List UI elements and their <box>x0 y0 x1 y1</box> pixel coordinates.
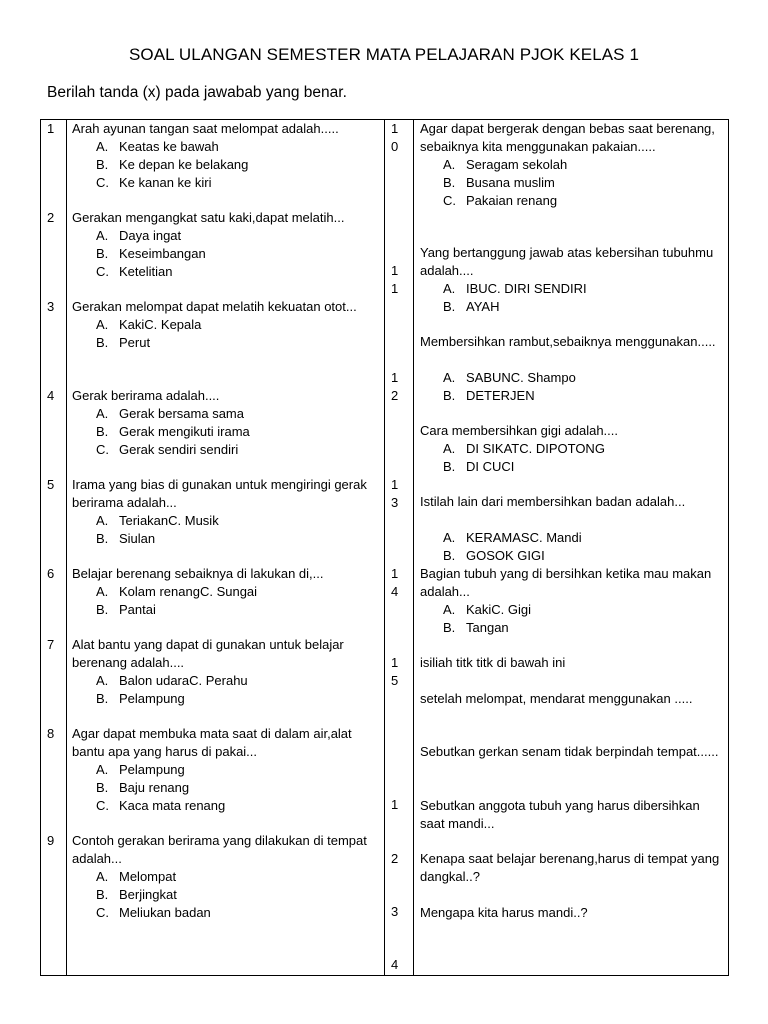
question-number: 3 <box>391 904 399 919</box>
option-c-text: C. Musik <box>168 513 219 528</box>
answer-option <box>443 619 509 637</box>
option-text: Kaki <box>466 602 492 617</box>
option-text: Gerak sendiri sendiri <box>119 442 239 457</box>
answer-option <box>96 263 172 281</box>
option-letter: B. <box>443 620 456 635</box>
option-text: Ketelitian <box>119 264 173 279</box>
question-number: 1 <box>47 121 55 136</box>
option-text: Pelampung <box>119 691 185 706</box>
answer-option <box>96 423 250 441</box>
option-text: Melompat <box>119 869 177 884</box>
option-text: Kaki <box>119 317 145 332</box>
option-letter: A. <box>96 513 109 528</box>
option-letter: A. <box>96 869 109 884</box>
option-letter: B. <box>96 780 109 795</box>
question-number: 2 <box>391 388 399 403</box>
option-letter: B. <box>443 175 456 190</box>
question-text: Cara membersihkan gigi adalah.... <box>420 423 618 438</box>
option-text: DI CUCI <box>466 459 515 474</box>
option-letter: B. <box>96 157 109 172</box>
option-text: DETERJEN <box>466 388 535 403</box>
answer-option <box>96 904 211 922</box>
option-letter: B. <box>96 887 109 902</box>
option-text: Keatas ke bawah <box>119 139 219 154</box>
answer-option <box>96 156 248 174</box>
question-text: Alat bantu yang dapat di gunakan untuk belajar berenang adalah.... <box>72 637 344 670</box>
question-text: Gerakan melompat dapat melatih kekuatan otot... <box>72 299 357 314</box>
option-letter: A. <box>96 228 109 243</box>
answer-option <box>96 441 238 459</box>
option-text: Seragam sekolah <box>466 157 568 172</box>
question-text: isiliah titk titk di bawah ini <box>420 655 566 670</box>
option-text: Ke kanan ke kiri <box>119 175 212 190</box>
question-text: Agar dapat bergerak dengan bebas saat berenang, sebaiknya kita menggunakan pakaian..... <box>420 121 715 154</box>
answer-option <box>443 156 567 174</box>
question-number: 5 <box>47 477 55 492</box>
option-text: Teriakan <box>119 513 169 528</box>
answer-option <box>96 779 189 797</box>
question-text: Kenapa saat belajar berenang,harus di tempat yang dangkal..? <box>420 851 720 884</box>
answer-option <box>96 530 155 548</box>
answer-option <box>96 601 156 619</box>
answer-option <box>96 797 225 815</box>
question-number: 5 <box>391 673 399 688</box>
option-letter: A. <box>443 157 456 172</box>
question-number: 4 <box>391 584 399 599</box>
answer-option <box>443 387 535 405</box>
answer-option <box>443 298 499 316</box>
question-text: Mengapa kita harus mandi..? <box>420 905 588 920</box>
answer-option <box>443 547 545 565</box>
option-c-text: C. Perahu <box>189 673 248 688</box>
option-pair <box>443 369 576 387</box>
option-text: Pantai <box>119 602 156 617</box>
question-number: 6 <box>47 566 55 581</box>
question-text: Gerakan mengangkat satu kaki,dapat melatih... <box>72 210 345 225</box>
option-text: SABUN <box>466 370 511 385</box>
answer-option <box>96 174 212 192</box>
answer-option <box>96 761 185 779</box>
answer-option <box>96 690 185 708</box>
answer-option <box>96 886 177 904</box>
column-divider <box>413 120 414 975</box>
question-number: 1 <box>391 121 399 136</box>
option-letter: B. <box>96 531 109 546</box>
question-text: setelah melompat, mendarat menggunakan ..... <box>420 691 693 706</box>
question-text: Agar dapat membuka mata saat di dalam air,alat bantu apa yang harus di pakai... <box>72 726 352 759</box>
option-text: Berjingkat <box>119 887 177 902</box>
question-text: Irama yang bias di gunakan untuk mengiringi gerak berirama adalah... <box>72 477 367 510</box>
question-number: 4 <box>47 388 55 403</box>
option-letter: B. <box>443 299 456 314</box>
answer-option <box>96 334 150 352</box>
question-text: Belajar berenang sebaiknya di lakukan di,... <box>72 566 324 581</box>
option-letter: A. <box>96 762 109 777</box>
option-pair <box>96 512 219 530</box>
option-text: Pelampung <box>119 762 185 777</box>
option-letter: B. <box>96 424 109 439</box>
option-text: Pakaian renang <box>466 193 558 208</box>
question-text: Arah ayunan tangan saat melompat adalah..... <box>72 121 339 136</box>
option-letter: A. <box>96 673 109 688</box>
option-pair <box>96 672 248 690</box>
option-letter: A. <box>96 584 109 599</box>
question-text: Gerak berirama adalah.... <box>72 388 220 403</box>
answer-option <box>96 245 206 263</box>
instruction-text: Berilah tanda (x) pada jawabab yang benar. <box>47 84 347 101</box>
option-text: Gerak mengikuti irama <box>119 424 250 439</box>
option-text: Kolam renang <box>119 584 200 599</box>
question-number: 7 <box>47 637 55 652</box>
option-pair <box>443 601 531 619</box>
column-divider <box>384 120 385 975</box>
option-text: Perut <box>119 335 151 350</box>
option-letter: B. <box>443 388 456 403</box>
question-text: Istilah lain dari membersihkan badan adalah... <box>420 494 686 509</box>
option-text: Siulan <box>119 531 156 546</box>
option-text: IBU <box>466 281 488 296</box>
question-number: 1 <box>391 370 399 385</box>
question-text: Sebutkan anggota tubuh yang harus dibersihkan saat mandi... <box>420 798 700 831</box>
option-text: Meliukan badan <box>119 905 211 920</box>
option-letter: A. <box>443 281 456 296</box>
question-number: 2 <box>391 851 399 866</box>
option-text: Busana muslim <box>466 175 555 190</box>
option-letter: A. <box>443 602 456 617</box>
option-c-text: C. Mandi <box>529 530 582 545</box>
question-number: 1 <box>391 281 399 296</box>
answer-option <box>443 458 514 476</box>
question-text: Bagian tubuh yang di bersihkan ketika mau makan adalah... <box>420 566 712 599</box>
question-number: 1 <box>391 477 399 492</box>
option-letter: C. <box>443 193 456 208</box>
option-c-text: C. DIRI SENDIRI <box>487 281 587 296</box>
question-text: Yang bertanggung jawab atas kebersihan tubuhmu adalah.... <box>420 245 714 278</box>
question-number: 9 <box>47 833 55 848</box>
option-text: Balon udara <box>119 673 190 688</box>
option-text: Daya ingat <box>119 228 182 243</box>
option-letter: C. <box>96 264 109 279</box>
option-c-text: C. Gigi <box>491 602 532 617</box>
question-text: Sebutkan gerkan senam tidak berpindah tempat...... <box>420 744 719 759</box>
option-pair <box>96 583 257 601</box>
option-text: GOSOK GIGI <box>466 548 545 563</box>
question-number: 1 <box>391 797 399 812</box>
answer-option <box>96 227 181 245</box>
option-pair <box>96 316 201 334</box>
option-c-text: C. DIPOTONG <box>519 441 605 456</box>
option-text: Ke depan ke belakang <box>119 157 249 172</box>
answer-option <box>443 192 557 210</box>
question-table <box>40 119 729 976</box>
answer-option <box>96 405 244 423</box>
option-letter: B. <box>96 335 109 350</box>
option-letter: B. <box>443 548 456 563</box>
option-letter: A. <box>96 139 109 154</box>
option-pair <box>443 529 582 547</box>
question-text: Membersihkan rambut,sebaiknya menggunakan..... <box>420 334 716 349</box>
answer-option <box>96 868 176 886</box>
question-number: 4 <box>391 957 399 972</box>
option-letter: A. <box>443 441 456 456</box>
option-pair <box>443 440 605 458</box>
option-text: KERAMAS <box>466 530 530 545</box>
column-divider <box>66 120 67 975</box>
question-text: Contoh gerakan berirama yang dilakukan di tempat adalah... <box>72 833 367 866</box>
question-number: 0 <box>391 139 399 154</box>
question-number: 1 <box>391 263 399 278</box>
option-letter: A. <box>96 406 109 421</box>
option-letter: C. <box>96 798 109 813</box>
option-letter: C. <box>96 175 109 190</box>
option-text: Kaca mata renang <box>119 798 226 813</box>
option-letter: A. <box>443 530 456 545</box>
question-number: 2 <box>47 210 55 225</box>
option-text: DI SIKAT <box>466 441 520 456</box>
option-letter: A. <box>96 317 109 332</box>
option-letter: B. <box>443 459 456 474</box>
option-c-text: C. Sungai <box>199 584 258 599</box>
question-number: 1 <box>391 566 399 581</box>
option-pair <box>443 280 587 298</box>
option-text: Baju renang <box>119 780 190 795</box>
question-number: 1 <box>391 655 399 670</box>
option-c-text: C. Kepala <box>144 317 202 332</box>
answer-option <box>443 174 555 192</box>
answer-option <box>96 138 219 156</box>
question-number: 8 <box>47 726 55 741</box>
question-number: 3 <box>391 495 399 510</box>
option-c-text: C. Shampo <box>510 370 576 385</box>
page-title: SOAL ULANGAN SEMESTER MATA PELAJARAN PJOK KELAS 1 <box>128 45 640 64</box>
question-number: 3 <box>47 299 55 314</box>
option-text: Tangan <box>466 620 509 635</box>
option-text: Gerak bersama sama <box>119 406 244 421</box>
option-text: Keseimbangan <box>119 246 206 261</box>
option-letter: B. <box>96 691 109 706</box>
option-letter: B. <box>96 246 109 261</box>
option-letter: B. <box>96 602 109 617</box>
option-letter: C. <box>96 442 109 457</box>
option-letter: A. <box>443 370 456 385</box>
option-text: AYAH <box>466 299 500 314</box>
option-letter: C. <box>96 905 109 920</box>
